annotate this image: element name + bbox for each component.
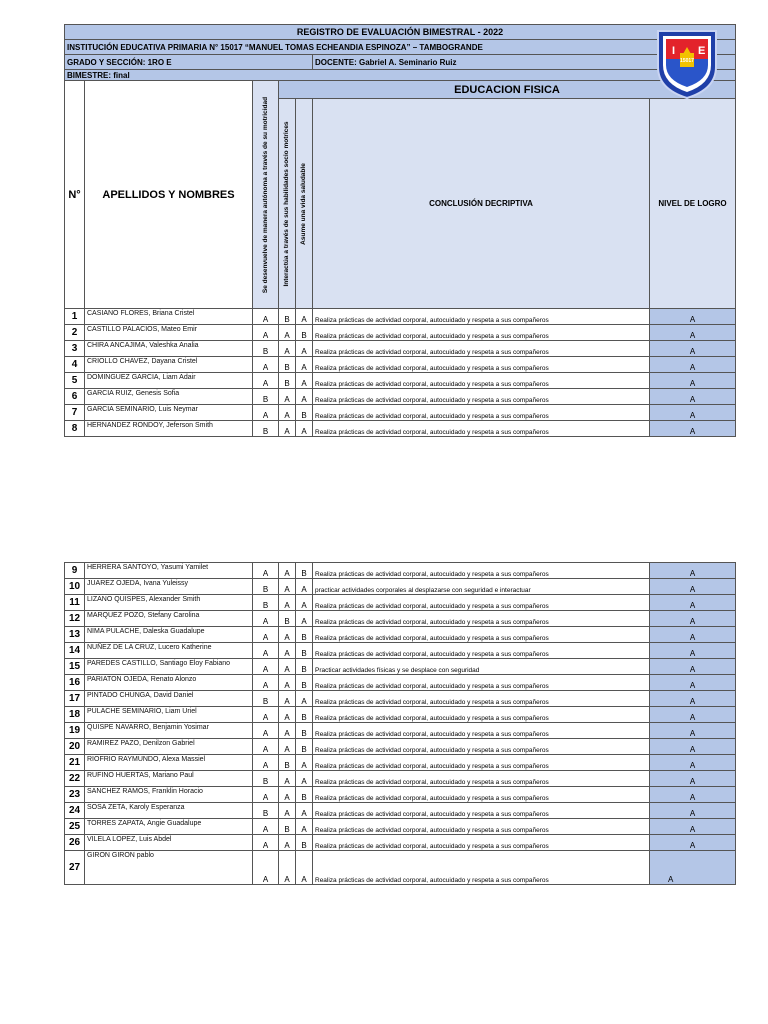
row-number: 27 [65, 851, 85, 885]
competence-2-header: Interactúa a través de sus habilidades socio motrices [279, 99, 296, 309]
descriptive-conclusion: Realiza prácticas de actividad corporal, autocuidado y respeta a sus compañeros [313, 595, 650, 611]
number-column-header: N° [65, 81, 85, 309]
student-row [65, 325, 736, 341]
competence-2-grade: B [279, 357, 296, 373]
student-name: RUFINO HUERTAS, Mariano Paul [85, 771, 253, 787]
student-row [65, 739, 736, 755]
descriptive-conclusion: Realiza prácticas de actividad corporal, autocuidado y respeta a sus compañeros [313, 389, 650, 405]
competence-3-grade: A [296, 341, 313, 357]
competence-3-grade: A [296, 755, 313, 771]
student-name: JUAREZ OJEDA, Ivana Yuleissy [85, 579, 253, 595]
competence-1-grade: B [253, 421, 279, 437]
row-number: 24 [65, 803, 85, 819]
competence-3-grade: A [296, 803, 313, 819]
achievement-level: A [650, 819, 736, 835]
competence-3-grade: A [296, 309, 313, 325]
competence-1-grade: A [253, 851, 279, 885]
competence-2-grade: A [279, 341, 296, 357]
student-name: MARQUEZ POZO, Stefany Carolina [85, 611, 253, 627]
row-number: 18 [65, 707, 85, 723]
student-row [65, 691, 736, 707]
competence-3-grade: A [296, 771, 313, 787]
competence-2-grade: B [279, 373, 296, 389]
competence-1-grade: A [253, 819, 279, 835]
competence-1-grade: A [253, 373, 279, 389]
student-name: LIZANO QUISPES, Alexander Smith [85, 595, 253, 611]
student-row [65, 405, 736, 421]
competence-2-grade: A [279, 659, 296, 675]
student-name: TORRES ZAPATA, Angie Guadalupe [85, 819, 253, 835]
row-number: 10 [65, 579, 85, 595]
competence-1-grade: A [253, 627, 279, 643]
logo-letter-right: E [698, 45, 706, 57]
competence-1-grade: B [253, 341, 279, 357]
descriptive-conclusion: Realiza prácticas de actividad corporal, autocuidado y respeta a sus compañeros [313, 819, 650, 835]
descriptive-conclusion: Realiza prácticas de actividad corporal, autocuidado y respeta a sus compañeros [313, 707, 650, 723]
competence-2-grade: A [279, 325, 296, 341]
achievement-level: A [650, 707, 736, 723]
competence-2-grade: A [279, 707, 296, 723]
student-name: SANCHEZ RAMOS, Franklin Horacio [85, 787, 253, 803]
student-name: CASTILLO PALACIOS, Mateo Emir [85, 325, 253, 341]
institution-name: INSTITUCIÓN EDUCATIVA PRIMARIA N° 15017 “MANUEL TOMAS ECHEANDIA ESPINOZA” – TAMBOGRANDE [65, 40, 736, 55]
achievement-level: A [650, 771, 736, 787]
competence-3-grade: A [296, 819, 313, 835]
row-number: 17 [65, 691, 85, 707]
student-row [65, 851, 736, 885]
student-row [65, 373, 736, 389]
achievement-level: A [650, 563, 736, 579]
achievement-level: A [650, 659, 736, 675]
area-title: EDUCACION FISICA [279, 81, 736, 99]
row-number: 3 [65, 341, 85, 357]
competence-1-grade: A [253, 835, 279, 851]
achievement-level: A [650, 389, 736, 405]
competence-2-grade: A [279, 851, 296, 885]
student-row [65, 421, 736, 437]
competence-3-grade: B [296, 563, 313, 579]
student-name: SOSA ZETA, Karoly Esperanza [85, 803, 253, 819]
descriptive-conclusion: Realiza prácticas de actividad corporal, autocuidado y respeta a sus compañeros [313, 787, 650, 803]
row-number: 5 [65, 373, 85, 389]
achievement-level: A [650, 373, 736, 389]
student-row [65, 341, 736, 357]
competence-1-grade: A [253, 723, 279, 739]
logo-letter-left: I [672, 45, 676, 57]
descriptive-conclusion: Realiza prácticas de actividad corporal, autocuidado y respeta a sus compañeros [313, 755, 650, 771]
competence-2-grade: B [279, 309, 296, 325]
logo-number: 15017 [680, 58, 694, 64]
student-row [65, 579, 736, 595]
competence-3-grade: B [296, 659, 313, 675]
level-column-header: NIVEL DE LOGRO [650, 99, 736, 309]
competence-3-grade: A [296, 579, 313, 595]
descriptive-conclusion: Realiza prácticas de actividad corporal, autocuidado y respeta a sus compañeros [313, 421, 650, 437]
row-number: 22 [65, 771, 85, 787]
descriptive-conclusion: Realiza prácticas de actividad corporal, autocuidado y respeta a sus compañeros [313, 357, 650, 373]
student-row [65, 627, 736, 643]
student-row [65, 357, 736, 373]
row-number: 26 [65, 835, 85, 851]
student-name: GARCIA SEMINARIO, Luis Neymar [85, 405, 253, 421]
competence-3-header: Asume una vida saludable [296, 99, 313, 309]
competence-2-grade: B [279, 611, 296, 627]
competence-2-grade: A [279, 627, 296, 643]
competence-1-grade: B [253, 691, 279, 707]
row-number: 12 [65, 611, 85, 627]
descriptive-conclusion: Realiza prácticas de actividad corporal, autocuidado y respeta a sus compañeros [313, 803, 650, 819]
descriptive-conclusion: Realiza prácticas de actividad corporal, autocuidado y respeta a sus compañeros [313, 405, 650, 421]
descriptive-conclusion: Realiza prácticas de actividad corporal, autocuidado y respeta a sus compañeros [313, 723, 650, 739]
competence-3-grade: B [296, 627, 313, 643]
descriptive-conclusion: Realiza prácticas de actividad corporal, autocuidado y respeta a sus compañeros [313, 325, 650, 341]
competence-3-grade: B [296, 723, 313, 739]
achievement-level: A [650, 835, 736, 851]
row-number: 15 [65, 659, 85, 675]
student-name: GARCIA RUIZ, Genesis Sofia [85, 389, 253, 405]
competence-3-grade: B [296, 707, 313, 723]
competence-3-grade: B [296, 787, 313, 803]
row-number: 2 [65, 325, 85, 341]
student-name: HERNANDEZ RONDOY, Jeferson Smith [85, 421, 253, 437]
descriptive-conclusion: Realiza prácticas de actividad corporal, autocuidado y respeta a sus compañeros [313, 835, 650, 851]
student-rows-bottom [65, 563, 736, 885]
competence-1-grade: A [253, 563, 279, 579]
student-name: RIOFRIO RAYMUNDO, Alexa Massiel [85, 755, 253, 771]
descriptive-conclusion: practicar actividades corporales al desplazarse con seguridad e interactuar [313, 579, 650, 595]
row-number: 8 [65, 421, 85, 437]
competence-3-grade: B [296, 835, 313, 851]
register-title: REGISTRO DE EVALUACIÓN BIMESTRAL - 2022 [65, 25, 736, 40]
student-name: DOMINGUEZ GARCIA, Liam Adair [85, 373, 253, 389]
student-row [65, 787, 736, 803]
competence-3-grade: B [296, 675, 313, 691]
achievement-level: A [650, 357, 736, 373]
competence-1-grade: A [253, 405, 279, 421]
competence-3-grade: B [296, 643, 313, 659]
competence-2-grade: A [279, 771, 296, 787]
row-number: 20 [65, 739, 85, 755]
student-name: PINTADO CHUNGA, David Daniel [85, 691, 253, 707]
competence-3-grade: A [296, 357, 313, 373]
competence-2-grade: A [279, 643, 296, 659]
competence-3-grade: A [296, 595, 313, 611]
student-name: PULACHE SEMINARIO, Liam Uriel [85, 707, 253, 723]
achievement-level: A [650, 611, 736, 627]
achievement-level: A [650, 421, 736, 437]
conclusion-column-header: CONCLUSIÓN DECRIPTIVA [313, 99, 650, 309]
competence-1-grade: B [253, 595, 279, 611]
row-number: 19 [65, 723, 85, 739]
competence-3-grade: B [296, 739, 313, 755]
student-row [65, 595, 736, 611]
student-row [65, 723, 736, 739]
descriptive-conclusion: Practicar actividades físicas y se desplace con seguridad [313, 659, 650, 675]
competence-1-grade: A [253, 659, 279, 675]
student-name: QUISPE NAVARRO, Benjamin Yosimar [85, 723, 253, 739]
student-row [65, 771, 736, 787]
competence-2-grade: A [279, 579, 296, 595]
student-name: GIRON GIRON pablo [85, 851, 253, 885]
achievement-level: A [650, 723, 736, 739]
competence-1-grade: A [253, 787, 279, 803]
descriptive-conclusion: Realiza prácticas de actividad corporal, autocuidado y respeta a sus compañeros [313, 309, 650, 325]
row-number: 14 [65, 643, 85, 659]
competence-1-grade: A [253, 643, 279, 659]
student-row [65, 835, 736, 851]
student-row [65, 755, 736, 771]
student-row [65, 611, 736, 627]
competence-3-grade: B [296, 325, 313, 341]
student-name: VILELA LOPEZ, Luis Abdel [85, 835, 253, 851]
student-name: NIMA PULACHE, Daleska Guadalupe [85, 627, 253, 643]
student-name: CHIRA ANCAJIMA, Valeshka Analia [85, 341, 253, 357]
competence-1-grade: A [253, 357, 279, 373]
descriptive-conclusion: Realiza prácticas de actividad corporal, autocuidado y respeta a sus compañeros [313, 851, 650, 885]
descriptive-conclusion: Realiza prácticas de actividad corporal, autocuidado y respeta a sus compañeros [313, 563, 650, 579]
competence-3-grade: A [296, 421, 313, 437]
achievement-level: A [650, 755, 736, 771]
achievement-level: A [650, 739, 736, 755]
achievement-level: A [650, 643, 736, 659]
achievement-level: A [650, 691, 736, 707]
descriptive-conclusion: Realiza prácticas de actividad corporal, autocuidado y respeta a sus compañeros [313, 611, 650, 627]
evaluation-table-bottom [64, 562, 736, 885]
competence-1-grade: A [253, 707, 279, 723]
row-number: 9 [65, 563, 85, 579]
competence-2-grade: A [279, 405, 296, 421]
school-shield-logo [652, 27, 722, 100]
competence-3-grade: B [296, 405, 313, 421]
student-row [65, 675, 736, 691]
competence-1-grade: A [253, 755, 279, 771]
student-name: HERRERA SANTOYO, Yasumi Yamilet [85, 563, 253, 579]
row-number: 16 [65, 675, 85, 691]
student-rows-top [65, 309, 736, 437]
row-number: 6 [65, 389, 85, 405]
achievement-level: A [650, 803, 736, 819]
competence-1-grade: A [253, 739, 279, 755]
achievement-level: A [650, 851, 736, 885]
student-row [65, 819, 736, 835]
competence-1-grade: B [253, 803, 279, 819]
descriptive-conclusion: Realiza prácticas de actividad corporal, autocuidado y respeta a sus compañeros [313, 643, 650, 659]
achievement-level: A [650, 325, 736, 341]
descriptive-conclusion: Realiza prácticas de actividad corporal, autocuidado y respeta a sus compañeros [313, 341, 650, 357]
competence-2-grade: A [279, 787, 296, 803]
student-row [65, 659, 736, 675]
achievement-level: A [650, 675, 736, 691]
student-name: RAMIREZ PAZO, Denilzon Gabriel [85, 739, 253, 755]
student-name: CRIOLLO CHAVEZ, Dayana Cristel [85, 357, 253, 373]
student-row [65, 803, 736, 819]
competence-1-grade: A [253, 325, 279, 341]
competence-2-grade: A [279, 675, 296, 691]
achievement-level: A [650, 627, 736, 643]
competence-1-grade: B [253, 771, 279, 787]
descriptive-conclusion: Realiza prácticas de actividad corporal, autocuidado y respeta a sus compañeros [313, 627, 650, 643]
competence-3-grade: A [296, 373, 313, 389]
row-number: 21 [65, 755, 85, 771]
competence-2-grade: A [279, 595, 296, 611]
row-number: 13 [65, 627, 85, 643]
student-name: NUÑEZ DE LA CRUZ, Lucero Katherine [85, 643, 253, 659]
competence-2-grade: A [279, 739, 296, 755]
competence-2-grade: A [279, 421, 296, 437]
names-column-header: APELLIDOS Y NOMBRES [85, 81, 253, 309]
competence-2-grade: A [279, 563, 296, 579]
student-name: PAREDES CASTILLO, Santiago Eloy Fabiano [85, 659, 253, 675]
achievement-level: A [650, 309, 736, 325]
row-number: 1 [65, 309, 85, 325]
student-row [65, 643, 736, 659]
competence-3-grade: A [296, 851, 313, 885]
row-number: 23 [65, 787, 85, 803]
student-row [65, 309, 736, 325]
row-number: 25 [65, 819, 85, 835]
descriptive-conclusion: Realiza prácticas de actividad corporal, autocuidado y respeta a sus compañeros [313, 373, 650, 389]
competence-1-grade: A [253, 309, 279, 325]
competence-2-grade: A [279, 691, 296, 707]
student-row [65, 563, 736, 579]
competence-1-grade: A [253, 611, 279, 627]
competence-1-grade: B [253, 579, 279, 595]
row-number: 4 [65, 357, 85, 373]
achievement-level: A [650, 579, 736, 595]
competence-3-grade: A [296, 611, 313, 627]
descriptive-conclusion: Realiza prácticas de actividad corporal, autocuidado y respeta a sus compañeros [313, 739, 650, 755]
student-name: CASIANO FLORES, Briana Cristel [85, 309, 253, 325]
descriptive-conclusion: Realiza prácticas de actividad corporal, autocuidado y respeta a sus compañeros [313, 691, 650, 707]
competence-2-grade: A [279, 389, 296, 405]
student-row [65, 389, 736, 405]
bimester-label: BIMESTRE: final [65, 70, 736, 81]
competence-2-grade: B [279, 819, 296, 835]
competence-3-grade: A [296, 691, 313, 707]
competence-1-header: Se desenvuelve de manera autónoma a través de su motricidad [253, 81, 279, 309]
competence-1-grade: B [253, 389, 279, 405]
student-name: PARIATON OJEDA, Renato Alonzo [85, 675, 253, 691]
evaluation-table-top [64, 24, 736, 437]
student-row [65, 707, 736, 723]
descriptive-conclusion: Realiza prácticas de actividad corporal, autocuidado y respeta a sus compañeros [313, 771, 650, 787]
achievement-level: A [650, 595, 736, 611]
competence-2-grade: A [279, 835, 296, 851]
achievement-level: A [650, 787, 736, 803]
achievement-level: A [650, 341, 736, 357]
competence-3-grade: A [296, 389, 313, 405]
grade-section: GRADO Y SECCIÓN: 1RO E [65, 55, 313, 70]
competence-2-grade: A [279, 803, 296, 819]
teacher-name: DOCENTE: Gabriel A. Seminario Ruiz [313, 55, 736, 70]
row-number: 7 [65, 405, 85, 421]
competence-2-grade: B [279, 755, 296, 771]
descriptive-conclusion: Realiza prácticas de actividad corporal, autocuidado y respeta a sus compañeros [313, 675, 650, 691]
competence-2-grade: A [279, 723, 296, 739]
competence-1-grade: A [253, 675, 279, 691]
achievement-level: A [650, 405, 736, 421]
row-number: 11 [65, 595, 85, 611]
